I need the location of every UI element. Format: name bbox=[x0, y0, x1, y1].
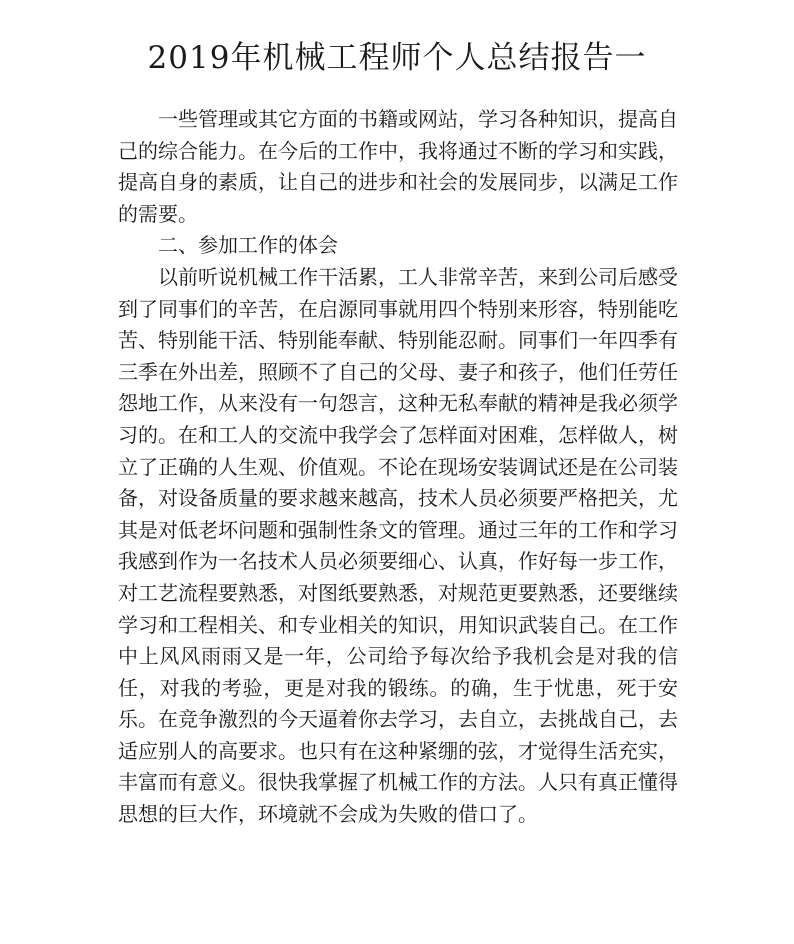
document-title: 2019年机械工程师个人总结报告一 bbox=[147, 40, 647, 76]
paragraph-experience: 以前听说机械工作干活累，工人非常辛苦，来到公司后感受到了同事们的辛苦，在启源同事就用四个特别来形容，特别能吃苦、特别能干活、特别能奉献、特别能忍耐。同事们一年四季有三季在外出差，照顾不了自己的父母、妻子和孩子，他们任劳任怨地工作，从来没有一句怨言，这种无私奉献的精神是我必须学习的。在和工人的交流中我学会了怎样面对困难，怎样做人，树立了正确的人生观、价值观。不论在现场安装调试还是在公司装备，对设备质量的要求越来越高，技术人员必须要严格把关，尤其是对低老坏问题和强制性条文的管理。通过三年的工作和学习我感到作为一名技术人员必须要细心、认真，作好每一步工作，对工艺流程要熟悉，对图纸要熟悉，对规范更要熟悉，还要继续学习和工程相关、和专业相关的知识，用知识武装自己。在工作中上风风雨雨又是一年，公司给予每次给予我机会是对我的信任，对我的考验，更是对我的锻练。的确，生于忧患，死于安乐。在竞争激烈的今天逼着你去学习，去自立，去挑战自己，去适应别人的高要求。也只有在这种紧绷的弦，才觉得生活充实，丰富而有意义。很快我掌握了机械工作的方法。人只有真正懂得思想的巨大作，环境就不会成为失败的借口了。 bbox=[118, 264, 678, 827]
document-body bbox=[118, 104, 678, 831]
paragraph-intro: 一些管理或其它方面的书籍或网站，学习各种知识，提高自己的综合能力。在今后的工作中，我将通过不断的学习和实践，提高自身的素质，让自己的进步和社会的发展同步，以满足工作的需要。 bbox=[118, 107, 678, 226]
section-heading: 二、参加工作的体会 bbox=[158, 233, 338, 258]
